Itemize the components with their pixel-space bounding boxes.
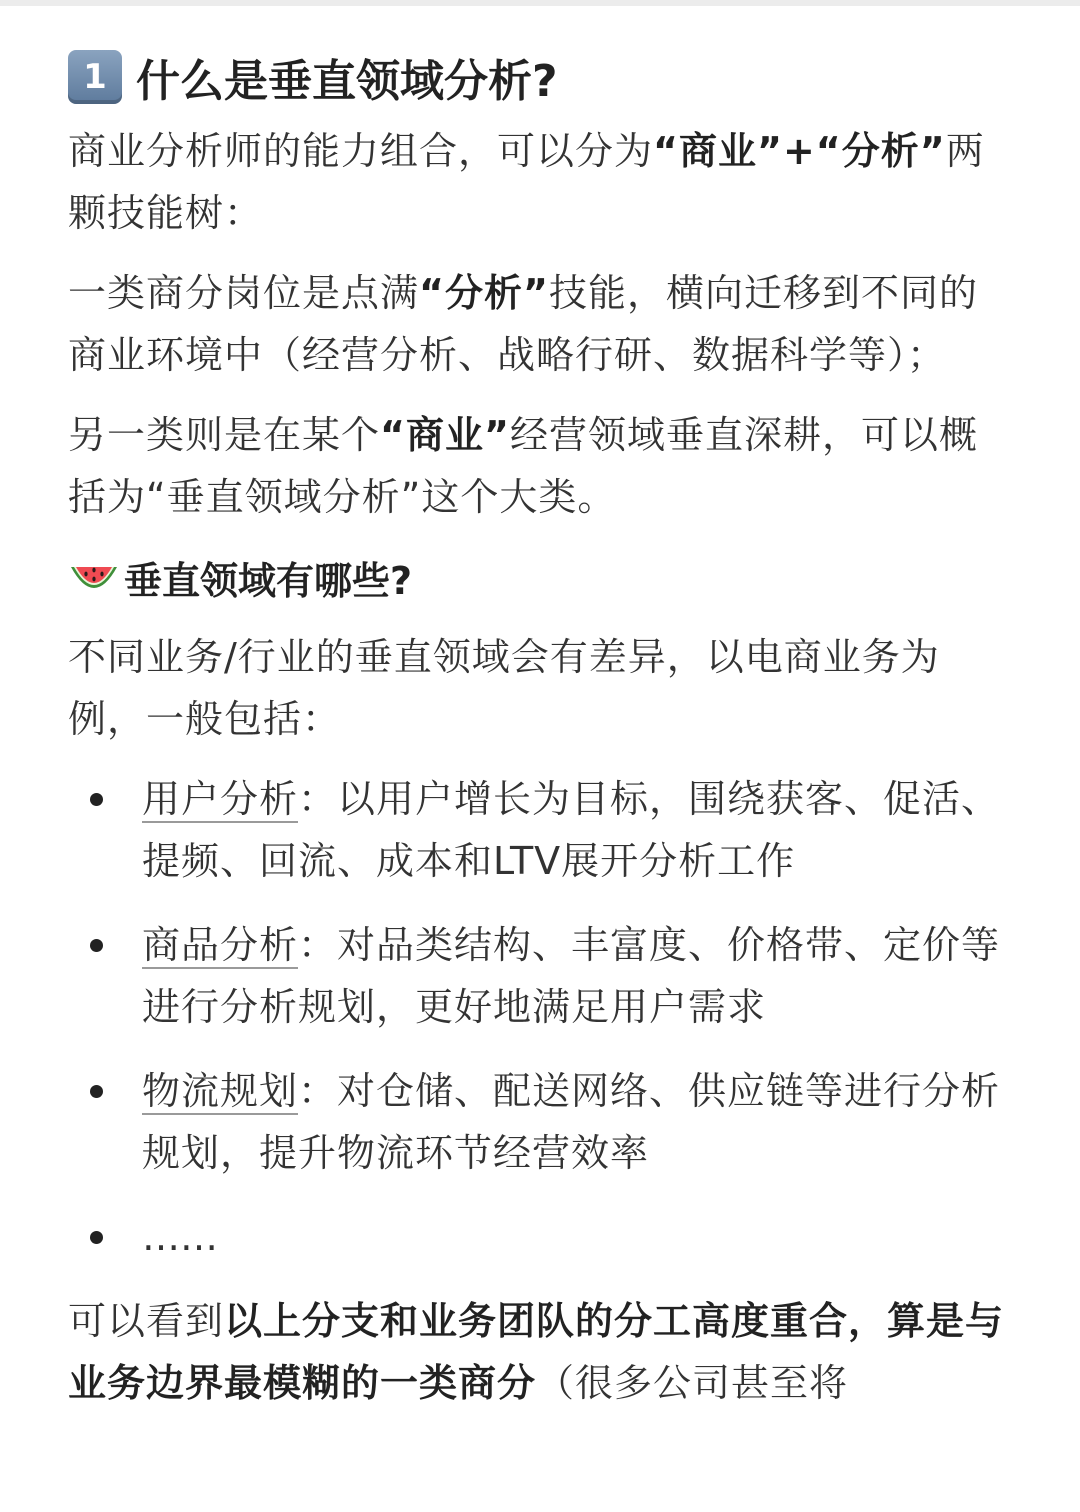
- paragraph-business-type: [68, 404, 1008, 528]
- list-item-desc: ：对仓储、配送网络、供应链等进行分析规划，提升物流环节经营效率: [142, 1069, 1001, 1175]
- list-item-desc: ：以用户增长为目标，围绕获客、促活、提频、回流、成本和LTV展开分析工作: [142, 777, 1001, 883]
- section-heading-1: [68, 40, 1008, 114]
- bullet-icon: [90, 1231, 103, 1244]
- paragraph-text: 商业分析师的能力组合，可以分为: [68, 129, 654, 173]
- list-item-term: 用户分析: [142, 777, 299, 821]
- paragraph-skill-trees: [68, 120, 1008, 244]
- paragraph-text: 两颗技能树：: [68, 129, 985, 235]
- list-item: [68, 768, 1008, 892]
- keycap-one-icon: 1: [68, 50, 122, 104]
- paragraph-text: 一类商分岗位是点满: [68, 271, 420, 315]
- list-item-term: 商品分析: [142, 923, 299, 967]
- paragraph-text: 另一类则是在某个: [68, 413, 381, 457]
- bullet-icon: [90, 1085, 103, 1098]
- watermelon-icon: [68, 557, 120, 597]
- emphasis-text: “分析”: [419, 271, 549, 315]
- section-heading-1-title: 什么是垂直领域分析?: [136, 56, 558, 107]
- paragraph-text: 技能，横向迁移到不同的商业环境中（经营分析、战略行研、数据科学等）；: [68, 271, 978, 377]
- list-item-desc: ……: [142, 1215, 218, 1259]
- section-heading-2-title: 垂直领域有哪些?: [124, 558, 413, 603]
- list-item-desc: ：对品类结构、丰富度、价格带、定价等进行分析规划，更好地满足用户需求: [142, 923, 1001, 1029]
- emphasis-text: “商业”: [380, 413, 510, 457]
- article-body: [68, 40, 1008, 1432]
- bullet-icon: [90, 793, 103, 806]
- emphasis-text: 以上分支和业务团队的分工高度重合，算是与业务边界最模糊的一类商分: [68, 1299, 1005, 1405]
- emphasis-text: “商业”+“分析”: [653, 129, 946, 173]
- paragraph-analysis-type: [68, 262, 1008, 386]
- bullet-icon: [90, 939, 103, 952]
- list-item: [68, 1206, 1008, 1268]
- list-item: [68, 914, 1008, 1038]
- top-divider: [0, 0, 1080, 6]
- paragraph-ecommerce: [68, 626, 1008, 750]
- section-heading-2: [68, 546, 1008, 608]
- paragraph-text: （很多公司甚至将: [536, 1361, 849, 1405]
- paragraph-text: 可以看到: [68, 1299, 225, 1343]
- paragraph-text: 不同业务/行业的垂直领域会有差异，以电商业务为例，一般包括：: [68, 635, 940, 741]
- list-item-term: 物流规划: [142, 1069, 299, 1113]
- paragraph-text: 经营领域垂直深耕，可以概括为“垂直领域分析”这个大类。: [68, 413, 978, 519]
- paragraph-conclusion: [68, 1290, 1008, 1414]
- vertical-domain-list: [68, 768, 1008, 1268]
- list-item: [68, 1060, 1008, 1184]
